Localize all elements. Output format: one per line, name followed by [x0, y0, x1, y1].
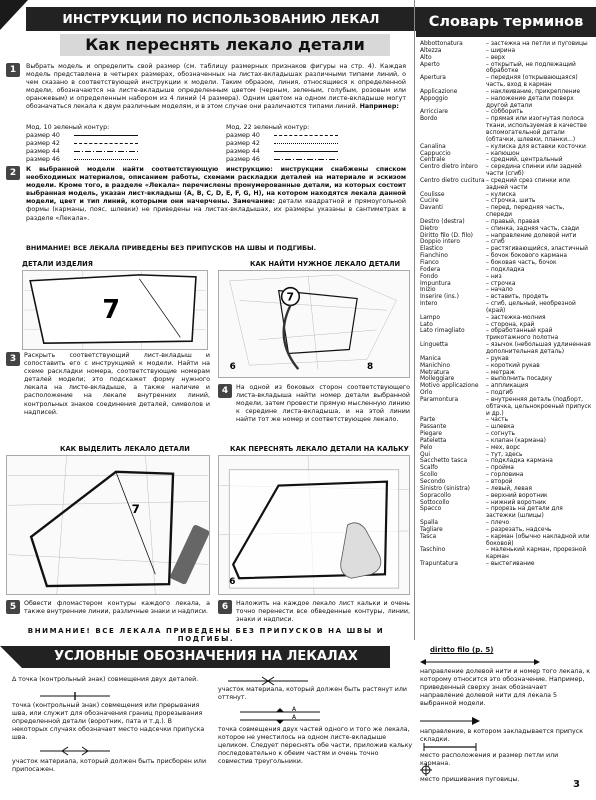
term-translation: – обработанный край трикотажного полотна [486, 328, 559, 342]
term-translation: – маленький карман, прорезной карман [486, 547, 587, 561]
term-translation: – прорезь на детали для застежки (шлицы) [486, 506, 563, 520]
fold-arrow-icon [420, 716, 480, 726]
grain-line-label: diritto filo (p. 5) [430, 646, 494, 654]
dictionary-entry [420, 89, 592, 96]
term-italian: Sacchetto tasca [420, 458, 468, 465]
term-italian: Pelo [420, 444, 433, 451]
dictionary-entry [420, 390, 592, 397]
dictionary-entry [420, 342, 592, 356]
dictionary-entry [420, 527, 592, 534]
pattern-sheet-figure [218, 270, 410, 378]
term-italian: Fondo [420, 273, 438, 280]
dictionary-entry [420, 486, 592, 493]
term-italian: Centro dietro intero [420, 164, 478, 171]
marker-pen [169, 524, 209, 585]
dictionary-entry [420, 383, 592, 390]
header-corner-decoration [0, 0, 28, 30]
step-text: Обвести фломастером контуры каждого лекала, а также внутренние линии, различные знаки и надписи. [24, 600, 210, 616]
line-solid [74, 135, 138, 136]
dot-mark-icon [40, 692, 110, 700]
dictionary-entry [420, 219, 592, 226]
term-italian: Molleggiare [420, 376, 455, 383]
term-italian: Spacco [420, 506, 442, 513]
dictionary-entry [420, 164, 592, 178]
term-italian: Davanti [420, 205, 443, 212]
term-translation: – ширина [486, 47, 516, 54]
term-translation: – тут, здесь [486, 451, 523, 458]
stretch-mark-icon [228, 676, 308, 686]
dictionary-entry [420, 356, 592, 363]
dictionary-entry [420, 472, 592, 479]
page-number: 3 [573, 779, 580, 790]
dictionary-entry [420, 465, 592, 472]
term-italian: Metratura [420, 369, 450, 376]
term-italian: Piegare [420, 431, 442, 438]
term-italian: Inizio [420, 287, 436, 294]
term-italian: Fodera [420, 266, 441, 273]
term-italian: Apertura [420, 75, 446, 82]
term-italian: Qui [420, 451, 431, 458]
step-number: 1 [6, 63, 20, 77]
term-italian: Pateletta [420, 437, 447, 444]
step-text: К выбранной модели найти соответствующую инструкцию: инструкции снабжены списком необходимых материалов, описанием работы, схемами раскладки деталей на материале и эскизом модели. Кроме того, в разделе «Лекала» перечислены пронумерованные детали, из которых состоит выбранная модель, указан лист-вкладыш (A, B, C, D, E, F, G, H), на котором находятся лекала данной модели, цвет и тип линий, которыми они начерчены. Замечание: детали квадратной и прямоугольной формы (карманы, пояс, шлевки) не приведены на листах-вкладышах, их размеры указаны в сантиметрах в разделе «Лекала». [26, 166, 406, 222]
term-italian: Tagliare [420, 526, 443, 533]
legend-item-gather: участок материала, который должен быть присборен или припосажен. [12, 758, 207, 773]
dictionary-entry [420, 452, 592, 459]
term-italian: Fianchino [420, 253, 448, 260]
term-italian: Impuntura [420, 280, 451, 287]
line-solid [274, 151, 338, 152]
step-number: 3 [6, 352, 20, 366]
term-italian: Trapuntatura [420, 561, 458, 568]
buttonhole-icon [420, 742, 480, 752]
term-translation: – застежка-молния [486, 314, 546, 321]
dictionary-entry [420, 226, 592, 233]
svg-text:6: 6 [229, 362, 236, 373]
trace-pattern-figure [218, 455, 410, 595]
dictionary-entry [420, 370, 592, 377]
term-italian: Centrale [420, 157, 446, 164]
column-divider [414, 0, 415, 640]
term-translation: – бочок бокового кармана [486, 253, 568, 260]
term-italian: Lampo [420, 314, 440, 321]
pattern-sheet-illustration [219, 271, 409, 377]
term-translation: – горловина [486, 472, 524, 479]
dictionary-entry [420, 376, 592, 383]
term-translation: – язычок (небольшая удлиненная дополнительная деталь) [486, 342, 591, 355]
term-italian: Lato rimagliato [420, 328, 465, 335]
dictionary-entry [420, 116, 592, 143]
term-translation: – собборить [486, 109, 524, 116]
term-translation: – передняя (открывающаяся) часть, вход в карман [486, 75, 578, 89]
line-dashed [274, 135, 338, 136]
svg-text:7: 7 [286, 290, 295, 304]
gather-mark-icon [40, 746, 110, 756]
term-translation: – выполнить посадку [486, 376, 553, 383]
dictionary-entry [420, 493, 592, 500]
dictionary-entry [420, 561, 592, 568]
step-text: Наложить на каждое лекало лист кальки и очень точно перенести все обведенные контуры, линии, знаки и надписи. [236, 600, 410, 624]
dictionary-entry [420, 260, 592, 267]
term-italian: Diritto filo (D. filo) [420, 232, 473, 239]
dictionary-entry [420, 267, 592, 274]
dictionary-entry [420, 144, 592, 151]
piece-number: 7 [102, 293, 120, 324]
dictionary-entry [420, 547, 592, 561]
term-italian: Appoggio [420, 95, 448, 102]
term-translation: – второй [486, 479, 513, 485]
step-text: Выбрать модель и определить свой размер (см. таблицу размерных признаков фигуры на стр. 4). Каждая модель представлена в четырех размерах, обозначенных на листах-вкладышах различными типами линий, о чем сказано в соответствующей инструкции к модели. Таким образом, линия, относящиеся к определенной модели, обозначаются на листе-вкладыше определенным цветом (черным, зеленым, голубым, розовым или оранжевым) и определенным набором из 4 линий (4 размера). Одним цветом на одном листе-вкладыше могут обозначаться лекала к двум различным моделям, и в этом случае они различаются типами линий. Например: [26, 63, 406, 111]
outline-illustration [7, 456, 209, 594]
step-number: 6 [218, 600, 232, 614]
term-translation: – открытый, не подлежащий обработке [486, 61, 576, 75]
term-italian: Paramontura [420, 396, 459, 403]
svg-text:A: A [292, 714, 297, 721]
dictionary-entry [420, 417, 592, 424]
term-translation: – сторона, край [486, 321, 535, 328]
legend-item-fold: направление, в котором закладывается припуск складки. [420, 728, 584, 743]
dictionary-entry [420, 445, 592, 452]
term-translation: – аппликация [486, 383, 529, 390]
dictionary-entry [420, 253, 592, 260]
step-text: На одной из боковых сторон соответствующего листа-вкладыша найти номер детали выбранной модели, затем провести прямую мысленную линию к середине листа-вкладыша, и на этой линии найти тот же номер и соответствующее лекало. [236, 384, 410, 424]
term-translation: – начало [486, 287, 513, 294]
dictionary-entry [420, 41, 592, 48]
term-translation: – наклеивание, прикрепление [486, 88, 581, 95]
term-italian: Sopracollo [420, 492, 451, 499]
tracing-illustration [219, 456, 409, 594]
term-translation: – подгиб [486, 390, 513, 397]
term-translation: – капюшон [486, 150, 520, 157]
term-translation: – перед, передняя часть, спереди [486, 205, 565, 219]
step-number: 4 [218, 384, 232, 398]
term-translation: – согнуть [486, 431, 515, 438]
term-translation: – шлевка [486, 424, 515, 431]
dictionary-entry [420, 62, 592, 76]
svg-text:A: A [292, 706, 297, 713]
legend-item-grain: направление долевой нити и номер того лекала, к которому относится это обозначение. Например, приведенный сверху знак обозначает направление долевой нити для лекала 5 выбранной модели. [420, 668, 590, 707]
line-dotted [274, 143, 338, 144]
term-italian: Aperto [420, 61, 440, 68]
term-italian: Parte [420, 417, 436, 424]
term-translation: – верхний воротник [486, 492, 548, 499]
dictionary-entry [420, 274, 592, 281]
term-translation: – мех, ворс [486, 444, 521, 451]
step-number: 5 [6, 600, 20, 614]
dictionary-entry [420, 438, 592, 445]
term-italian: Taschino [420, 547, 446, 554]
dictionary-entry [420, 431, 592, 438]
dictionary-entry [420, 424, 592, 431]
term-italian: Dietro [420, 225, 439, 232]
term-italian: Centro dietro cucitura [420, 177, 485, 184]
figure-title: ДЕТАЛИ ИЗДЕЛИЯ [22, 260, 93, 268]
term-italian: Tasca [420, 533, 437, 540]
dictionary-entry [420, 281, 592, 288]
term-translation: – часть [486, 417, 509, 424]
pattern-piece-illustration [23, 271, 207, 349]
term-italian: Inserire (ins.) [420, 294, 459, 301]
term-italian: Passante [420, 424, 447, 431]
term-italian: Linguetta [420, 342, 448, 349]
term-italian: Scollo [420, 472, 438, 479]
seam-allowance-warning: ВНИМАНИЕ! ВСЕ ЛЕКАЛА ПРИВЕДЕНЫ БЕЗ ПРИПУСКОВ НА ШВЫ И ПОДГИБЫ. [26, 244, 317, 252]
term-translation: – спинка, задняя часть, сзади [486, 225, 579, 232]
dictionary-entry [420, 246, 592, 253]
legend-section [0, 640, 596, 800]
dictionary-entry [420, 520, 592, 527]
dictionary-entry [420, 301, 592, 315]
figure-title: КАК ПЕРЕСНЯТЬ ЛЕКАЛО ДЕТАЛИ НА КАЛЬКУ [230, 445, 409, 453]
term-translation: – средний срез спинки или задней части [486, 177, 570, 191]
term-translation: – растягивающийся, эластичный [486, 246, 588, 253]
join-mark-icon [240, 706, 320, 724]
dictionary-entry [420, 198, 592, 205]
term-translation: – строчка [486, 280, 516, 287]
term-translation: – разрезать, надсечь [486, 526, 552, 533]
dictionary-entry [420, 75, 592, 89]
term-translation: – середина спинки или задней части (сгиб) [486, 164, 582, 178]
term-translation: – строчка, шить [486, 198, 536, 205]
term-italian: Abbottonatura [420, 41, 463, 47]
term-translation: – подкладка кармана [486, 458, 553, 465]
line-dash-dot [274, 159, 338, 160]
legend-item-buttonhole: место расположения и размер петли или кармана. [420, 752, 559, 767]
term-translation: – застежка на петли и пуговицы [486, 41, 588, 47]
term-translation: – выстегивание [486, 561, 535, 568]
term-translation: – рукав [486, 355, 509, 362]
term-italian: Cappuccio [420, 150, 451, 157]
legend-item-triangle: Δ точка (контрольный знак) совмещения двух деталей. [12, 676, 199, 683]
legend-title: УСЛОВНЫЕ ОБОЗНАЧЕНИЯ НА ЛЕКАЛАХ [22, 646, 390, 668]
term-translation: – короткий рукав [486, 362, 540, 369]
section-subtitle: Как переснять лекало детали [60, 34, 390, 56]
term-translation: – плечо [486, 520, 510, 527]
term-italian: Manichino [420, 362, 451, 369]
line-dash-dot [74, 151, 138, 152]
legend-item-button: место пришивания пуговицы. [420, 776, 520, 783]
svg-text:7: 7 [131, 502, 140, 517]
term-italian: Intero [420, 301, 438, 308]
term-italian: Doppio intero [420, 239, 460, 246]
term-italian: Lato [420, 321, 433, 328]
model-22-lines: Мод. 22 зеленый контур: размер 40 размер 42 размер 44 размер 46 [226, 124, 416, 164]
term-translation: – подкладка [486, 266, 525, 273]
dictionary-header [416, 0, 596, 38]
outline-pattern-figure [6, 455, 210, 595]
term-translation: – вставить, продеть [486, 294, 549, 301]
term-translation: – внутренняя деталь (подборт, обтачка, цельнокроеный припуск и др.) [486, 396, 592, 417]
term-translation: – левый, левая [486, 485, 532, 492]
term-translation: – клапан (кармана) [486, 437, 546, 444]
term-italian: Cucire [420, 198, 439, 205]
term-italian: Sinistro (sinistra) [420, 485, 470, 492]
term-translation: – кулиска [486, 191, 516, 198]
figure-title: КАК НАЙТИ НУЖНОЕ ЛЕКАЛО ДЕТАЛИ [250, 260, 401, 268]
step-text: Раскрыть соответствующий лист-вкладыш и сопоставить его с инструкцией к модели. Найти на схеме раскладки номера, соответствующие номерам деталей модели; это подскажет форму нужного лекала на листе-вкладыше, а также наличие и расположение на лекале внутренних линий, контрольных знаков соединения деталей, символов и надписей. [24, 352, 210, 416]
term-italian: Destro (destra) [420, 218, 465, 225]
dictionary-entry [420, 178, 592, 192]
dictionary-entry [420, 233, 592, 240]
term-italian: Elastico [420, 246, 443, 253]
term-italian: Spalla [420, 520, 438, 527]
term-italian: Scalfo [420, 465, 438, 472]
dictionary-title: Словарь терминов [416, 7, 596, 37]
term-translation: – низ [486, 273, 502, 280]
term-translation: – правый, правая [486, 218, 540, 225]
dictionary-entry [420, 109, 592, 116]
dictionary-entry [420, 397, 592, 418]
dictionary-entry [420, 96, 592, 110]
grain-arrow-icon [420, 658, 540, 666]
pattern-piece-figure [22, 270, 208, 350]
term-translation: – верх [486, 54, 506, 61]
dictionary-entry [420, 205, 592, 219]
term-italian: Arricciare [420, 109, 449, 116]
line-dashed [74, 143, 138, 144]
term-italian: Canalina [420, 143, 446, 150]
term-italian: Sottocollo [420, 499, 450, 506]
step-number: 2 [6, 166, 20, 180]
term-translation: – метраж [486, 369, 515, 376]
term-italian: Orlo [420, 390, 433, 397]
term-translation: – сгиб [486, 239, 505, 246]
figure-title: КАК ВЫДЕЛИТЬ ЛЕКАЛО ДЕТАЛИ [60, 445, 190, 453]
instructions-header [0, 0, 416, 62]
dictionary-list [420, 41, 592, 568]
model-10-lines: Мод. 10 зеленый контур: размер 40 размер 42 размер 44 размер 46 [26, 124, 216, 164]
dictionary-entry [420, 534, 592, 548]
term-translation: – прямая или изогнутая полоса ткани, используемая в качестве вспомогательной детали (обтачки, шлевки, планки…) [486, 116, 587, 143]
button-icon [420, 764, 432, 776]
term-italian: Bordo [420, 116, 438, 123]
legend-item-join: точка совмещения двух частей одного и того же лекала, которое не уместилось на одном листе-вкладыше целиком. Следует переснять обе части, приложив кальку последовательно к обеим частям и очень точно совместив треугольники. [218, 726, 413, 765]
term-italian: Applicazione [420, 88, 458, 95]
term-italian: Altezza [420, 47, 442, 54]
line-dotted [74, 159, 138, 160]
term-translation: – наложение детали поверх другой детали [486, 95, 574, 109]
svg-text:6: 6 [229, 577, 236, 588]
legend-item-stretch: участок материала, который должен быть растянут или оттянут. [218, 686, 407, 701]
term-translation: – кулиска для вставки косточки [486, 143, 586, 150]
page-title: ИНСТРУКЦИИ ПО ИСПОЛЬЗОВАНИЮ ЛЕКАЛ [26, 7, 416, 31]
dictionary-entry [420, 500, 592, 507]
dictionary-entry [420, 479, 592, 486]
dictionary-entry [420, 315, 592, 322]
dictionary-entry [420, 363, 592, 370]
svg-text:8: 8 [367, 362, 374, 373]
term-translation: – направление долевой нити [486, 232, 577, 239]
term-italian: Secondo [420, 479, 446, 485]
term-italian: Motivo applicazione [420, 383, 479, 390]
dictionary-entry [420, 192, 592, 199]
term-translation: – карман (обычно накладной или боковой) [486, 533, 590, 547]
term-translation: – нижний воротник [486, 499, 547, 506]
dictionary-entry [420, 287, 592, 294]
legend-corner-decoration [0, 646, 22, 668]
term-translation: – средний, центральный [486, 157, 563, 164]
dictionary-entry [420, 506, 592, 520]
bottom-warning: ВНИМАНИЕ! ВСЕ ЛЕКАЛА ПРИВЕДЕНЫ БЕЗ ПРИПУСКОВ НА ШВЫ И ПОДГИБЫ. [27, 627, 385, 643]
legend-item-notch: точка (контрольный знак) совмещения или прерывания шва, или служит для обозначения границ прорезывания определенной детали (воротник, пата и т.д.). В некоторых случаях обозначает место надсечки припуска шва. [12, 702, 205, 741]
term-translation: – пройма [486, 465, 514, 472]
dictionary-entry [420, 328, 592, 342]
term-translation: – боковая часть, бочок [486, 260, 557, 266]
term-italian: Fianco [420, 260, 439, 266]
term-translation: – сгиб, цельный, необрезной (край) [486, 301, 576, 314]
term-italian: Manica [420, 355, 441, 362]
dictionary-entry [420, 48, 592, 55]
dictionary-entry [420, 55, 592, 62]
term-italian: Alto [420, 54, 432, 61]
term-italian: Coulisse [420, 191, 445, 198]
